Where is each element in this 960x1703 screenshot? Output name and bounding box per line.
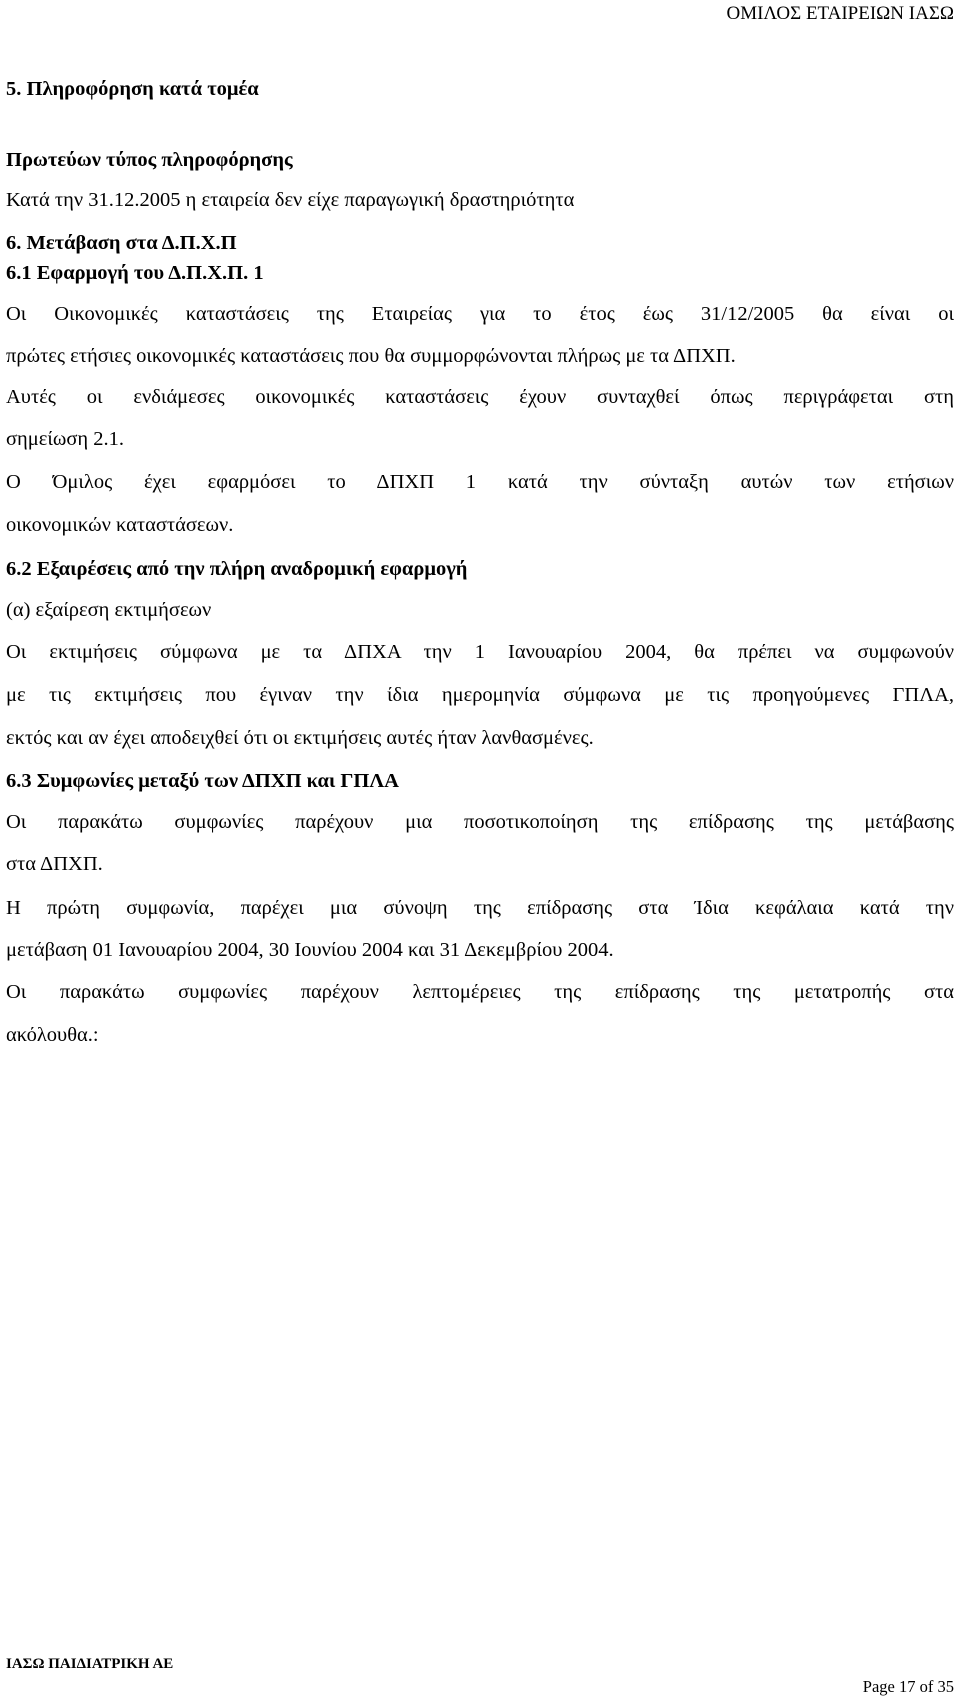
section-6-title: 6. Μετάβαση στα Δ.Π.Χ.Π bbox=[6, 232, 237, 254]
paragraph-4-line-2: με τις εκτιμήσεις που έγιναν την ίδια ημερομηνία σύμφωνα με τις προηγούμενες ΓΠΛΑ, bbox=[6, 684, 954, 706]
exception-a-label: (α) εξαίρεση εκτιμήσεων bbox=[6, 599, 212, 621]
paragraph-1-line-2: πρώτες ετήσιες οικονομικές καταστάσεις που θα συμμορφώνονται πλήρως με τα ΔΠΧΠ. bbox=[6, 345, 736, 367]
paragraph-2-line-1: Αυτές οι ενδιάμεσες οικονομικές καταστάσεις έχουν συνταχθεί όπως περιγράφεται στη bbox=[6, 386, 954, 408]
section-6-3-title: 6.3 Συμφωνίες μεταξύ των ΔΠΧΠ και ΓΠΛΑ bbox=[6, 770, 399, 792]
paragraph-7-line-1: Οι παρακάτω συμφωνίες παρέχουν λεπτομέρειες της επίδρασης της μετατροπής στα bbox=[6, 981, 954, 1003]
paragraph-2-line-2: σημείωση 2.1. bbox=[6, 428, 125, 450]
paragraph-7-line-2: ακόλουθα.: bbox=[6, 1024, 99, 1046]
paragraph-3-line-1: Ο Όμιλος έχει εφαρμόσει το ΔΠΧΠ 1 κατά την σύνταξη αυτών των ετήσιων bbox=[6, 471, 954, 493]
paragraph-6-line-1: Η πρώτη συμφωνία, παρέχει μια σύνοψη της επίδρασης στα Ίδια κεφάλαια κατά την bbox=[6, 897, 954, 919]
paragraph-5-line-2: στα ΔΠΧΠ. bbox=[6, 853, 103, 875]
section-5-title: 5. Πληροφόρηση κατά τομέα bbox=[6, 78, 259, 100]
section-6-1-title: 6.1 Εφαρμογή του Δ.Π.Χ.Π. 1 bbox=[6, 262, 264, 284]
primary-info-title: Πρωτεύων τύπος πληροφόρησης bbox=[6, 149, 293, 171]
paragraph-6-line-2: μετάβαση 01 Ιανουαρίου 2004, 30 Ιουνίου 2004 και 31 Δεκεμβρίου 2004. bbox=[6, 939, 614, 961]
section-6-2-title: 6.2 Εξαιρέσεις από την πλήρη αναδρομική εφαρμογή bbox=[6, 558, 468, 580]
paragraph-3-line-2: οικονομικών καταστάσεων. bbox=[6, 514, 234, 536]
primary-info-text: Κατά την 31.12.2005 η εταιρεία δεν είχε παραγωγική δραστηριότητα bbox=[6, 189, 575, 211]
page-header-company: ΟΜΙΛΟΣ ΕΤΑΙΡΕΙΩΝ ΙΑΣΩ bbox=[726, 3, 954, 24]
paragraph-1-line-1: Οι Οικονομικές καταστάσεις της Εταιρείας για το έτος έως 31/12/2005 θα είναι οι bbox=[6, 303, 954, 325]
paragraph-4-line-3: εκτός και αν έχει αποδειχθεί ότι οι εκτιμήσεις αυτές ήταν λανθασμένες. bbox=[6, 727, 594, 749]
page-number: Page 17 of 35 bbox=[862, 1677, 954, 1696]
page-footer-company: ΙΑΣΩ ΠΑΙΔΙΑΤΡΙΚΗ ΑΕ bbox=[6, 1656, 174, 1672]
paragraph-4-line-1: Οι εκτιμήσεις σύμφωνα με τα ΔΠΧΑ την 1 Ιανουαρίου 2004, θα πρέπει να συμφωνούν bbox=[6, 641, 954, 663]
paragraph-5-line-1: Οι παρακάτω συμφωνίες παρέχουν μια ποσοτικοποίηση της επίδρασης της μετάβασης bbox=[6, 811, 954, 833]
